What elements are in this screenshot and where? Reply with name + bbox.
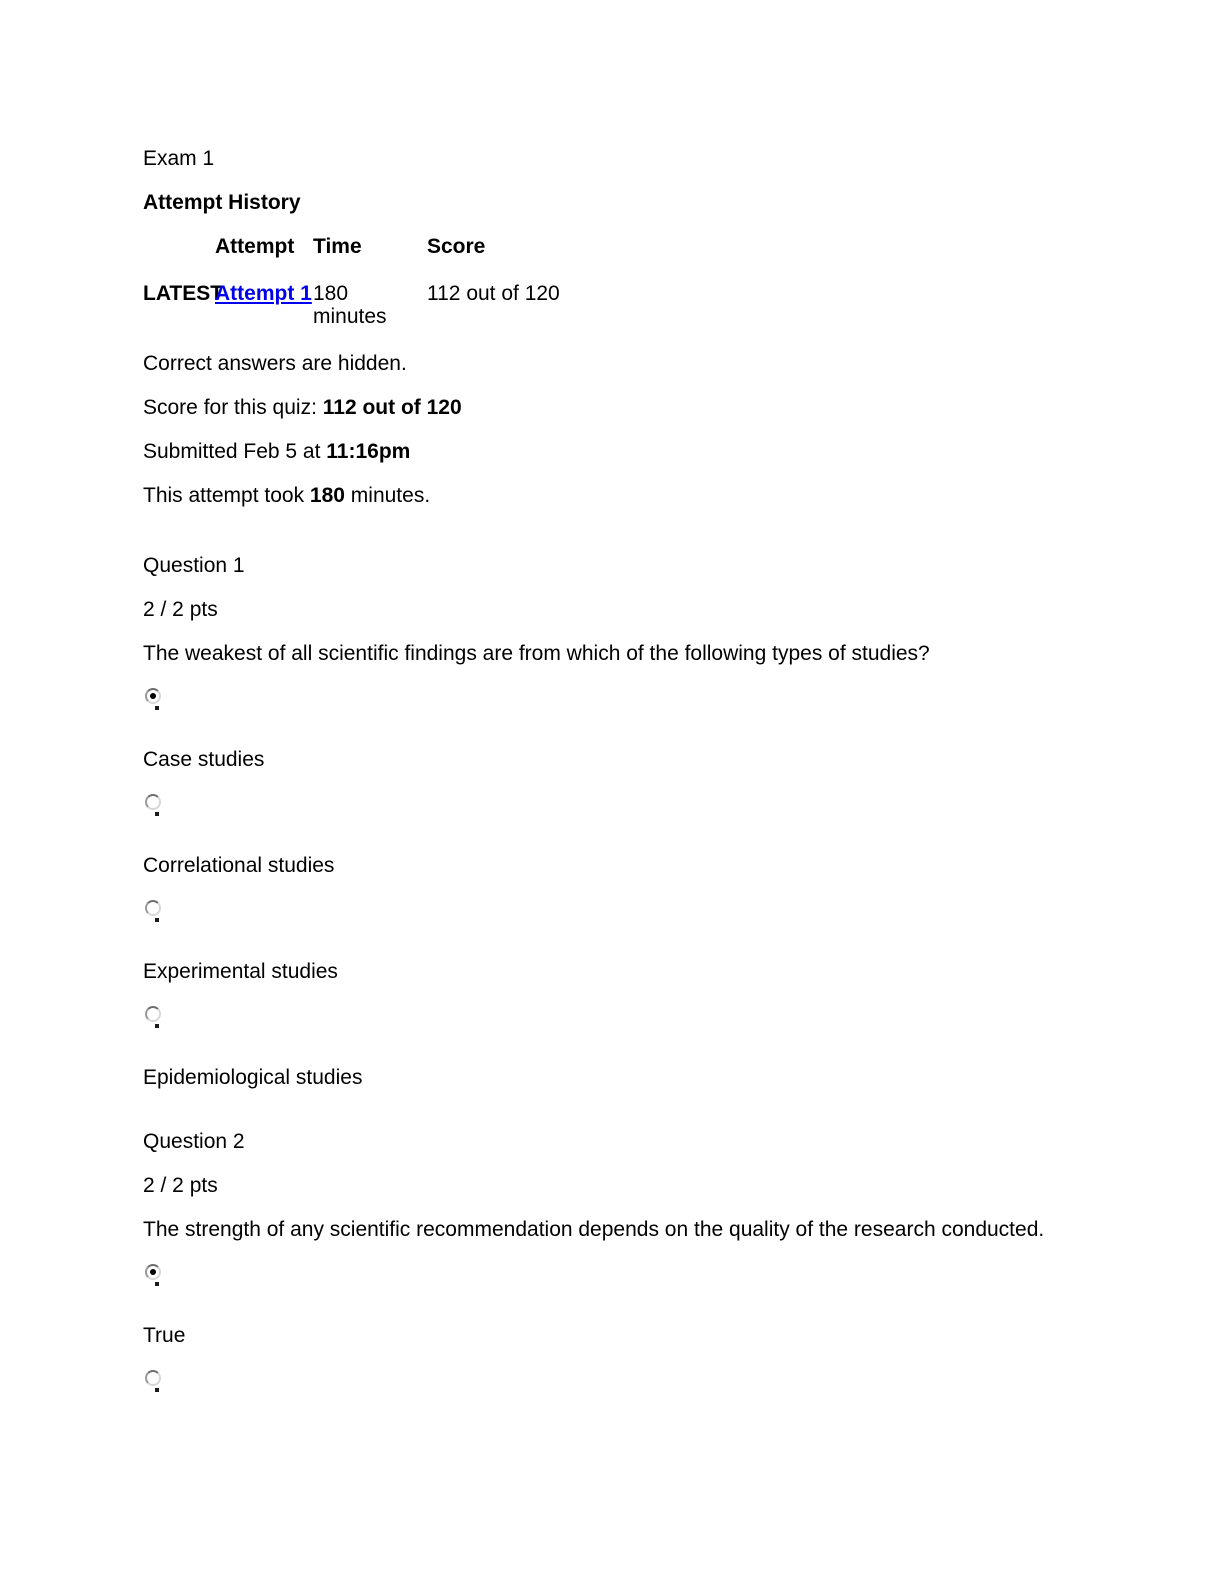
submitted-prefix: Submitted Feb 5 at bbox=[143, 440, 327, 463]
attempt-time-value: 180 minutes bbox=[313, 282, 387, 328]
attempt-duration-line bbox=[143, 484, 1164, 507]
attempt-1-link[interactable]: Attempt 1 bbox=[215, 282, 312, 305]
question-1-option-2-radio-row bbox=[145, 792, 1164, 815]
question-1-option-4-label: Epidemiological studies bbox=[143, 1066, 363, 1089]
question-2-block bbox=[143, 1130, 1164, 1391]
radio-button[interactable] bbox=[145, 1370, 161, 1386]
radio-button[interactable] bbox=[145, 1006, 161, 1022]
score-column-header: Score bbox=[427, 235, 486, 258]
quiz-score-prefix: Score for this quiz: bbox=[143, 396, 323, 419]
question-2-option-1-label: True bbox=[143, 1324, 186, 1347]
submitted-time: 11:16pm bbox=[326, 440, 411, 463]
time-column-header: Time bbox=[313, 235, 362, 258]
quiz-score-line bbox=[143, 396, 1164, 419]
quiz-score-value: 112 out of 120 bbox=[322, 396, 462, 419]
radio-button[interactable] bbox=[145, 1264, 161, 1280]
attempt-table-row bbox=[143, 282, 1164, 328]
attempt-duration-value: 180 bbox=[309, 484, 345, 507]
page-title: Exam 1 bbox=[143, 147, 215, 170]
question-1-block bbox=[143, 554, 1164, 1089]
question-1-title: Question 1 bbox=[143, 554, 245, 577]
question-1-option-4-radio-row bbox=[145, 1004, 1164, 1027]
question-1-option-2-label: Correlational studies bbox=[143, 854, 335, 877]
question-1-option-3-radio-row bbox=[145, 898, 1164, 921]
attempt-column-header: Attempt bbox=[215, 235, 295, 258]
question-1-points: 2 / 2 pts bbox=[143, 598, 218, 621]
question-2-points: 2 / 2 pts bbox=[143, 1174, 218, 1197]
attempt-history-heading: Attempt History bbox=[143, 191, 301, 214]
attempt-table-header-row bbox=[143, 235, 1164, 258]
submitted-line bbox=[143, 440, 1164, 463]
correct-answers-note: Correct answers are hidden. bbox=[143, 352, 407, 375]
latest-label: LATEST bbox=[143, 282, 224, 305]
attempt-duration-suffix: minutes. bbox=[344, 484, 431, 507]
attempt-table-header-spacer bbox=[143, 235, 215, 258]
radio-button[interactable] bbox=[145, 794, 161, 810]
attempt-duration-prefix: This attempt took bbox=[143, 484, 310, 507]
radio-button[interactable] bbox=[145, 688, 161, 704]
radio-button[interactable] bbox=[145, 900, 161, 916]
question-1-option-1-label: Case studies bbox=[143, 748, 265, 771]
question-1-option-3-label: Experimental studies bbox=[143, 960, 338, 983]
question-2-prompt: The strength of any scientific recommendation depends on the quality of the research conducted. bbox=[143, 1218, 1045, 1241]
question-2-title: Question 2 bbox=[143, 1130, 245, 1153]
attempt-score-value: 112 out of 120 bbox=[427, 282, 560, 305]
question-2-option-2-radio-row bbox=[145, 1368, 1164, 1391]
attempt-history-table bbox=[143, 235, 1164, 328]
question-1-option-1-radio-row bbox=[145, 686, 1164, 709]
question-1-prompt: The weakest of all scientific findings are from which of the following types of studies? bbox=[143, 642, 930, 665]
question-2-option-1-radio-row bbox=[145, 1262, 1164, 1285]
